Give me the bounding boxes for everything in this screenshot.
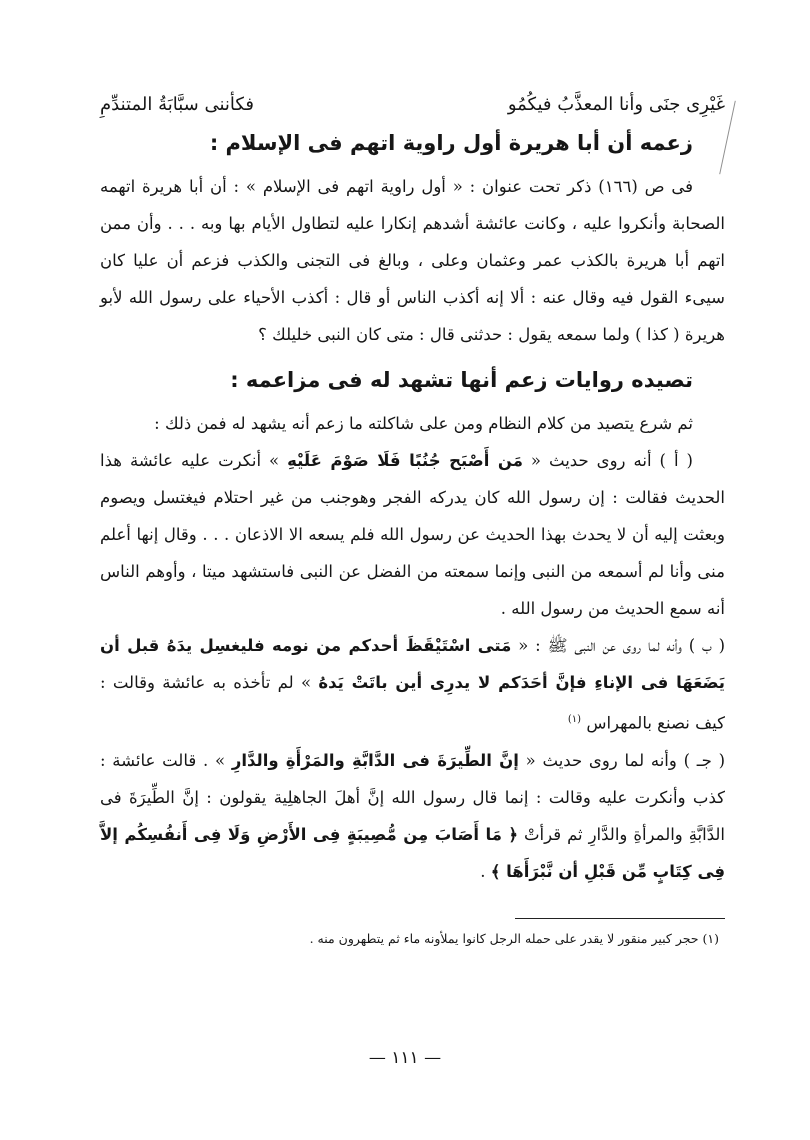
page-number: — ١١١ — bbox=[368, 1048, 442, 1068]
poem-verse bbox=[100, 90, 725, 120]
footnote-divider bbox=[515, 918, 725, 919]
poem-hemistich-right: غَيْرِى جنَى وأنا المعذَّبُ فيكُمُو bbox=[507, 94, 725, 115]
item-c bbox=[100, 742, 725, 890]
footnote-marker: (١) bbox=[567, 714, 582, 725]
section1-body: فى ص (١٦٦) ذكر تحت عنوان : « أول راوية اتهم فى الإسلام » : أن أبا هريرة اتهمه الصحابة وأنكروا عليه ، وكانت عائشة أشدهم إنكارا عليه لتطاول الأيام بها وبه . . . وأن ممن اتهم أبا هريرة بالكذب عمر وعثمان وعلى ، وبالغ فى التجنى والكذب فزعم أن عليا كان سيىء القول فيه وقال عنه : ألا إنه أكذب الناس أو قال : أكذب الأحياء على رسول الله لأبو هريرة ( كذا ) ولما سمعه يقول : حدثنى قال : متى كان النبى خليلك ؟ bbox=[100, 177, 725, 344]
section2-heading: تصيده روايات زعم أنها تشهد له فى مزاعمه : bbox=[230, 368, 693, 392]
item-a-prefix: ( أ ) أنه روى حديث « bbox=[530, 451, 693, 470]
item-c-hadith: إنَّ الطِّيرَةَ فى الدَّابَّةِ والمَرْأَةِ والدَّارِ bbox=[231, 750, 519, 770]
item-c-quran-verse: ﴿ مَا أَصَابَ مِن مُّصِيبَةٍ فِى الأَرْضِ وَلَا فِى أَنفُسِكُم إلاَّ فِى كِتَابٍ مِّن قَبْلِ أن نَّبْرَأَهَا ﴾ bbox=[100, 824, 725, 881]
section1-heading: زعمه أن أبا هريرة أول راوية اتهم فى الإسلام : bbox=[209, 131, 693, 155]
page-content bbox=[100, 80, 725, 949]
item-c-rest: » . قالت عائشة : كذب وأنكرت عليه وقالت : إنما قال رسول الله إنَّ أهلَ الجاهلِية يقولون : إنَّ الطِّيرَةَ فى الدَّابَّةِ والمرأةِ والدَّارِ ثم قرأتْ bbox=[100, 750, 726, 844]
item-b bbox=[100, 627, 725, 742]
poem-hemistich-left: فكأننى سبَّابَةُ المتندِّمِ bbox=[100, 94, 254, 115]
item-b-hadith: مَتى اسْتَيْقَظَ أحدكم من نومه فليغسِل يدَهُ قبل أن يَضَعَهَا فى الإناءِ فإنَّ أحَدَكم لا يدرِى أين باتَتْ يَدهُ bbox=[100, 636, 725, 692]
item-a-hadith: مَن أَصْبَح جُنُبًا فَلَا صَوْمَ عَلَيْهِ bbox=[287, 451, 523, 470]
item-c-end: . bbox=[480, 861, 486, 881]
item-a bbox=[100, 442, 725, 627]
item-a-rest: » أنكرت عليه عائشة هذا الحديث فقالت : إن رسول الله كان يدركه الفجر وهوجنب من غير احتلام فيغتسل ويصوم وبعثت إليه أن لا يحدث بهذا الحديث عن رسول الله فلم يسعه الا الاذعان . . . وقال إنها أعلم منى وأنا لم أسمعه من النبى وإنما سمعته من الفضل عن النبى فاستشهد ميتا ، وأوهم الناس أنه سمع الحديث من رسول الله . bbox=[100, 451, 725, 618]
section2-intro: ثم شرع يتصيد من كلام النظام ومن على شاكلته ما زعم أنه يشهد له فمن ذلك : bbox=[154, 414, 693, 433]
item-b-rest: » لم تأخذه به عائشة وقالت : كيف نصنع بالمهراس bbox=[100, 673, 725, 733]
footnote: (١) حجر كبير منقور لا يقدر على حمله الرجل كانوا يملأونه ماء ثم يتطهرون منه . bbox=[309, 930, 719, 946]
item-b-prefix: ( ب ) وأنه لما روى عن النبى ﷺ : « bbox=[518, 636, 726, 655]
item-c-prefix: ( جـ ) وأنه لما روى حديث « bbox=[525, 750, 726, 770]
